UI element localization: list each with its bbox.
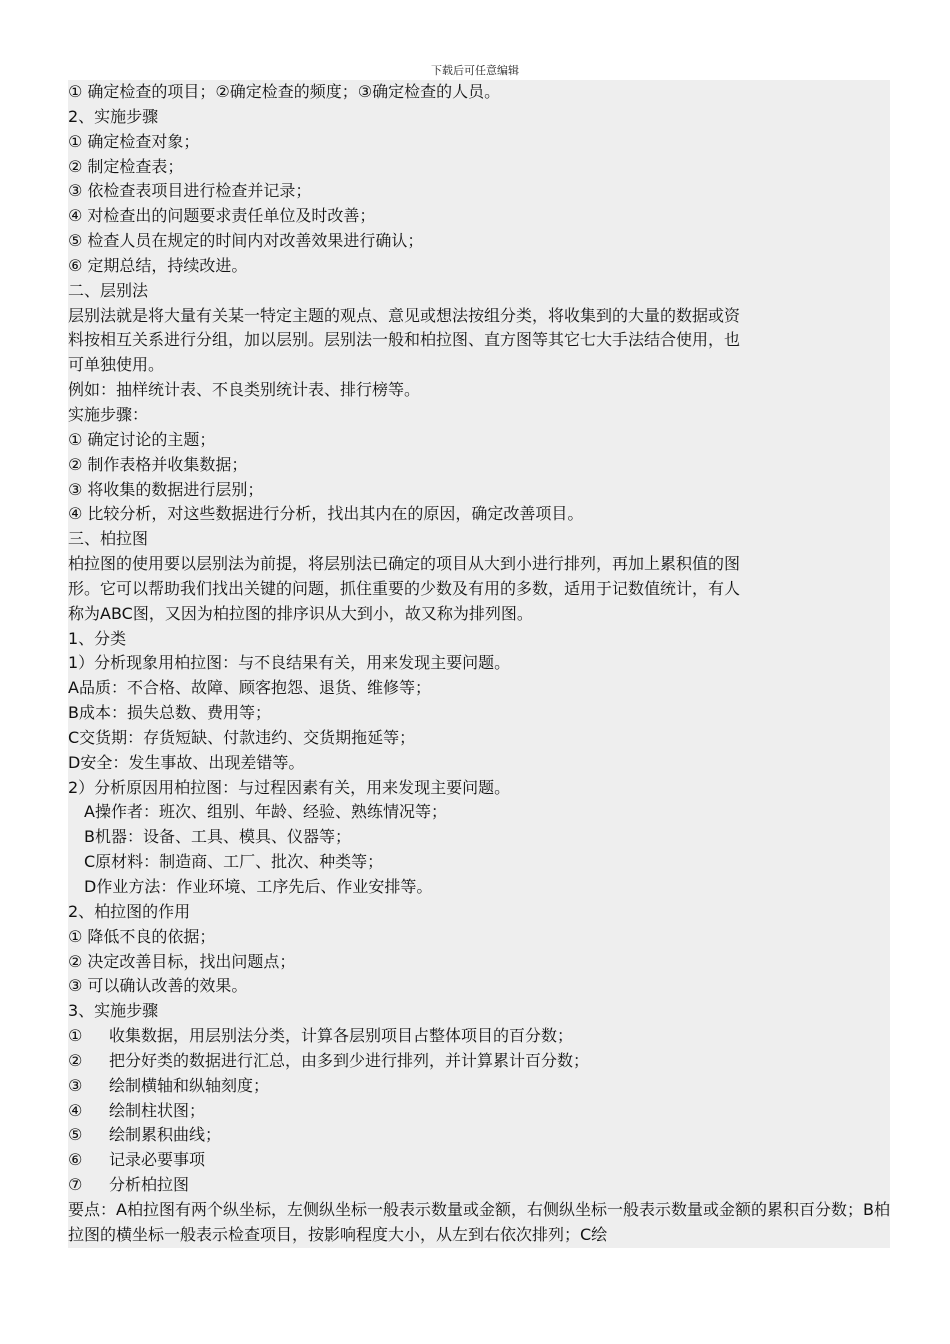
step-number: ④ — [68, 1100, 83, 1120]
step-text: 记录必要事项 — [109, 1150, 206, 1170]
paragraph-line: 柏拉图的使用要以层别法为前提，将层别法已确定的项目从大到小进行排列，再加上累积值的图 — [68, 554, 741, 574]
list-item: ③ 将收集的数据进行层别； — [68, 479, 264, 499]
step-text: 分析柏拉图 — [109, 1175, 190, 1195]
step-number: ② — [68, 1050, 83, 1070]
step-number: ⑤ — [68, 1125, 83, 1145]
text-line: ① 确定检查的项目；②确定检查的频度；③确定检查的人员。 — [68, 82, 501, 101]
list-item: ① 降低不良的依据； — [68, 926, 216, 946]
document-body — [68, 80, 890, 1248]
step-text: 把分好类的数据进行汇总，由多到少进行排列，并计算累计百分数； — [109, 1050, 590, 1070]
text-line: 1）分析现象用柏拉图：与不良结果有关，用来发现主要问题。 — [68, 653, 511, 673]
section-heading: 三、柏拉图 — [68, 529, 149, 549]
list-item: ① 确定讨论的主题； — [68, 429, 216, 449]
step-item — [68, 1123, 890, 1148]
list-item: C原材料：制造商、工厂、批次、种类等； — [84, 852, 384, 872]
step-item — [68, 1173, 890, 1198]
step-item — [68, 1099, 890, 1124]
page-header: 下载后可任意编辑 — [431, 64, 519, 77]
step-number: ⑦ — [68, 1175, 83, 1195]
text-line: 例如：抽样统计表、不良类别统计表、排行榜等。 — [68, 380, 421, 400]
step-item — [68, 1049, 890, 1074]
step-number: ③ — [68, 1075, 83, 1095]
section-heading: 1、分类 — [68, 628, 127, 648]
list-item: ① 确定检查对象； — [68, 131, 200, 151]
paragraph-line: 形。它可以帮助我们找出关键的问题，抓住重要的少数及有用的多数，适用于记数值统计，有人 — [68, 578, 741, 598]
list-item: ⑥ 定期总结，持续改进。 — [68, 255, 248, 275]
list-item: ② 制定检查表； — [68, 156, 184, 176]
step-text: 绘制累积曲线； — [109, 1125, 222, 1145]
list-item: ⑤ 检查人员在规定的时间内对改善效果进行确认； — [68, 231, 424, 251]
list-item: A品质：不合格、故障、顾客抱怨、退货、维修等； — [68, 678, 431, 698]
list-item: B机器：设备、工具、模具、仪器等； — [84, 827, 351, 847]
section-heading: 2、实施步骤 — [68, 106, 159, 126]
paragraph-line: 称为ABC图，又因为柏拉图的排序识从大到小，故又称为排列图。 — [68, 603, 533, 623]
step-text: 收集数据，用层别法分类，计算各层别项目占整体项目的百分数； — [109, 1026, 574, 1046]
paragraph-line: 层别法就是将大量有关某一特定主题的观点、意见或想法按组分类，将收集到的大量的数据或资 — [68, 305, 741, 325]
list-item: ③ 依检查表项目进行检查并记录； — [68, 181, 312, 201]
list-item: ② 决定改善目标，找出问题点； — [68, 951, 296, 971]
step-number: ① — [68, 1026, 83, 1046]
text-line: 2）分析原因用柏拉图：与过程因素有关，用来发现主要问题。 — [68, 777, 511, 797]
list-item: ② 制作表格并收集数据； — [68, 454, 248, 474]
list-item: C交货期：存货短缺、付款违约、交货期拖延等； — [68, 727, 416, 747]
section-heading: 二、层别法 — [68, 280, 149, 300]
step-item — [68, 1074, 890, 1099]
list-item: D作业方法：作业环境、工序先后、作业安排等。 — [84, 877, 433, 896]
paragraph-line: 料按相互关系进行分组，加以层别。层别法一般和柏拉图、直方图等其它七大手法结合使用，也 — [68, 330, 741, 350]
text-line: 实施步骤： — [68, 404, 149, 424]
list-item: ③ 可以确认改善的效果。 — [68, 976, 248, 996]
list-item: A操作者：班次、组别、年龄、经验、熟练情况等； — [84, 802, 447, 822]
step-text: 绘制横轴和纵轴刻度； — [109, 1075, 270, 1095]
section-heading: 3、实施步骤 — [68, 1001, 159, 1021]
list-item: D安全：发生事故、出现差错等。 — [68, 752, 305, 772]
step-text: 绘制柱状图； — [109, 1100, 206, 1120]
list-item: ④ 对检查出的问题要求责任单位及时改善； — [68, 206, 376, 226]
step-number: ⑥ — [68, 1150, 83, 1170]
step-item — [68, 1024, 890, 1049]
list-item: B成本：损失总数、费用等； — [68, 703, 271, 723]
paragraph-line: 可单独使用。 — [68, 355, 165, 375]
key-points-paragraph: 要点：A柏拉图有两个纵坐标，左侧纵坐标一般表示数量或金额，右侧纵坐标一般表示数量或金额的累积百分数；B柏拉图的横坐标一般表示检查项目，按影响程度大小，从左到右依次排列；C绘 — [68, 1199, 890, 1244]
list-item: ④ 比较分析，对这些数据进行分析，找出其内在的原因，确定改善项目。 — [68, 504, 584, 524]
step-item — [68, 1148, 890, 1173]
section-heading: 2、柏拉图的作用 — [68, 901, 191, 921]
